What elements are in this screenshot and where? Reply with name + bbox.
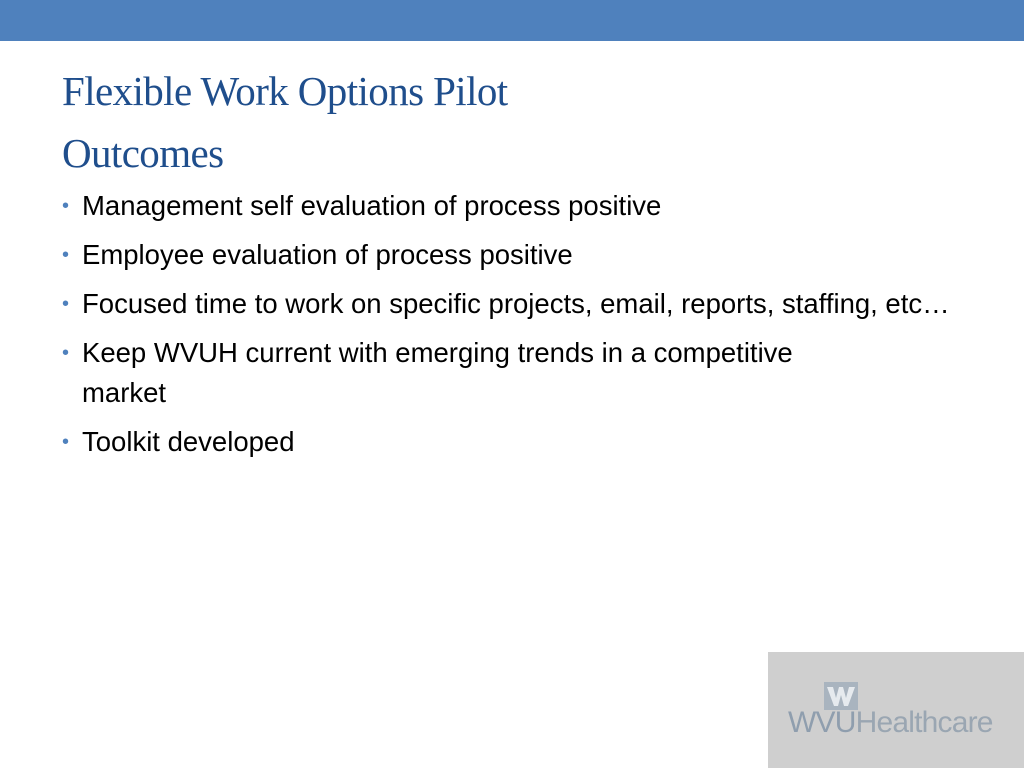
bullet-list — [60, 186, 960, 471]
bullet-text: Keep WVUH current with emerging trends in a competitive market — [82, 337, 793, 408]
wvu-healthcare-logo — [768, 652, 1024, 768]
bullet-dot-icon: • — [62, 342, 70, 364]
bullet-dot-icon: • — [62, 244, 70, 266]
bullet-text: Focused time to work on specific projects, email, reports, staffing, etc… — [82, 288, 950, 319]
slide-title — [62, 60, 762, 184]
bullet-item — [60, 186, 960, 226]
slide-title-line-1: Flexible Work Options Pilot — [62, 68, 508, 114]
bullet-item — [60, 333, 802, 413]
logo-wordmark — [788, 706, 993, 740]
bullet-text: Toolkit developed — [82, 426, 295, 457]
bullet-item — [60, 235, 960, 275]
bullet-dot-icon: • — [62, 431, 70, 453]
bullet-dot-icon: • — [62, 293, 70, 315]
bullet-text: Management self evaluation of process positive — [82, 190, 662, 221]
bullet-text: Employee evaluation of process positive — [82, 239, 573, 270]
logo-healthcare-text: Healthcare — [855, 706, 993, 739]
slide-title-line-2: Outcomes — [62, 130, 224, 176]
top-accent-band — [0, 0, 1024, 41]
bullet-item — [60, 284, 962, 324]
bullet-item — [60, 422, 960, 462]
logo-wvu-text: WVU — [788, 706, 856, 739]
bullet-dot-icon: • — [62, 195, 70, 217]
